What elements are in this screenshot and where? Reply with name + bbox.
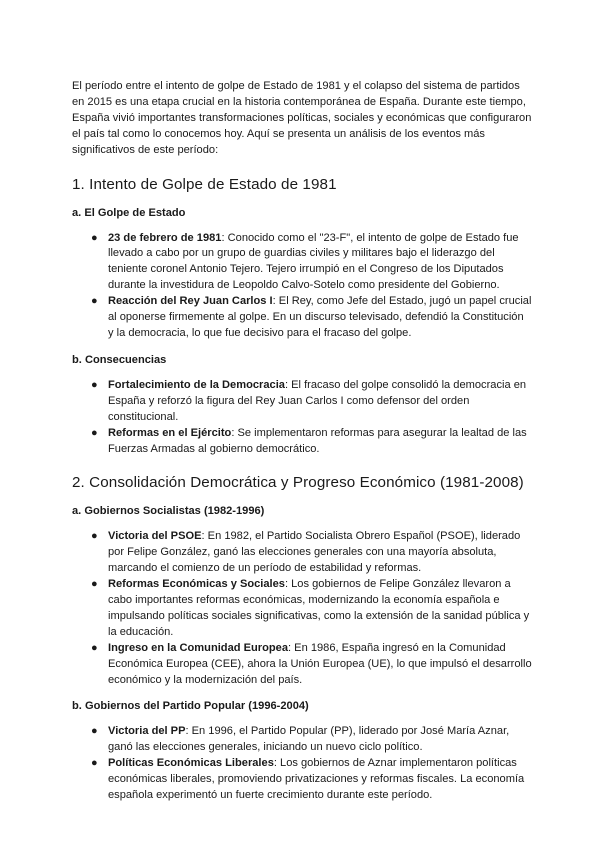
subsection-title-gobiernos-socialistas: a. Gobiernos Socialistas (1982-1996) [72,505,265,518]
list-item [91,529,532,577]
item-term: Fortalecimiento de la Democracia [108,378,285,391]
bullet-icon: ● [91,231,98,244]
item-term: Reformas en el Ejército [108,426,232,439]
item-term: 23 de febrero de 1981 [108,231,222,244]
item-term: Reacción del Rey Juan Carlos I [108,295,273,308]
bullet-icon: ● [91,295,98,308]
section-title-golpe: 1. Intento de Golpe de Estado de 1981 [72,175,337,193]
item-term: Victoria del PSOE [108,530,202,543]
item-text: : El Rey, como Jefe del Estado, jugó un papel crucial al oponerse firmemente al golpe. En un discurso televisado, defendió la Constitución y la democracia, lo que fue decisivo para el fracaso del golpe. [108,295,532,339]
bullet-icon: ● [91,641,98,654]
bullet-list [72,231,532,342]
subsection-title-consecuencias: b. Consecuencias [72,353,167,366]
item-text: : Se implementaron reformas para asegurar la lealtad de las Fuerzas Armadas al gobierno democrático. [108,426,527,455]
bullet-icon: ● [91,725,98,738]
bullet-list [72,378,532,458]
item-term: Ingreso en la Comunidad Europea [108,641,288,654]
subsection-title-partido-popular: b. Gobiernos del Partido Popular (1996-2004) [72,700,309,713]
list-item [91,756,532,804]
bullet-list [72,724,532,804]
item-text: : Los gobiernos de Aznar implementaron políticas económicas liberales, promoviendo privatizaciones y reformas fiscales. La economía española experimentó un fuerte crecimiento durante este período. [108,757,525,802]
list-item [91,378,532,426]
bullet-icon: ● [91,426,98,439]
list-item [91,641,532,689]
bullet-icon: ● [91,757,98,770]
subsection-title-golpe-estado: a. El Golpe de Estado [72,206,186,219]
item-text: : Conocido como el "23-F", el intento de golpe de Estado fue llevado a cabo por un grupo de guardias civiles y militares bajo el liderazgo del teniente coronel Antonio Tejero. Tejero irrumpió en el Congreso de los Diputados durante la investidura de Leopoldo Calvo-Sotelo como presidente del Gobierno. [108,231,519,292]
list-item [91,426,532,458]
bullet-icon: ● [91,378,98,391]
list-item [91,294,532,342]
item-text: : En 1986, España ingresó en la Comunidad Económica Europea (CEE), ahora la Unión Europea (UE), lo que impulsó el desarrollo económico y la modernización del país. [108,641,532,686]
bullet-icon: ● [91,578,98,591]
item-text: : Los gobiernos de Felipe González llevaron a cabo importantes reformas económicas, modernizando la economía española e impulsando políticas sociales significativas, como la extensión de la sanidad pública y la educación. [108,578,530,638]
list-item [91,724,532,756]
item-term: Victoria del PP [108,725,186,738]
document-page [72,79,532,804]
item-text: : En 1996, el Partido Popular (PP), liderado por José María Aznar, ganó las elecciones generales, iniciando un nuevo ciclo político. [108,725,510,754]
list-item [91,231,532,295]
intro-paragraph: El período entre el intento de golpe de Estado de 1981 y el colapso del sistema de partidos en 2015 es una etapa crucial en la historia contemporánea de España. Durante este tiempo, España vivió importantes transformaciones políticas, sociales y económicas que configuraron el país tal como lo conocemos hoy. Aquí se presenta un análisis de los eventos más significativos de este período: [72,80,532,156]
item-term: Políticas Económicas Liberales [108,757,274,770]
list-item [91,577,532,641]
item-text: : El fracaso del golpe consolidó la democracia en España y reforzó la figura del Rey Juan Carlos I como defensor del orden constitucional. [108,378,527,423]
section-title-consolidacion: 2. Consolidación Democrática y Progreso Económico (1981-2008) [72,474,524,492]
bullet-icon: ● [91,530,98,543]
bullet-list [72,529,532,688]
item-term: Reformas Económicas y Sociales [108,578,285,591]
item-text: : En 1982, el Partido Socialista Obrero Español (PSOE), liderado por Felipe González, ganó las elecciones generales con una mayoría absoluta, marcando el comienzo de un período de estabilidad y reformas. [108,530,521,575]
